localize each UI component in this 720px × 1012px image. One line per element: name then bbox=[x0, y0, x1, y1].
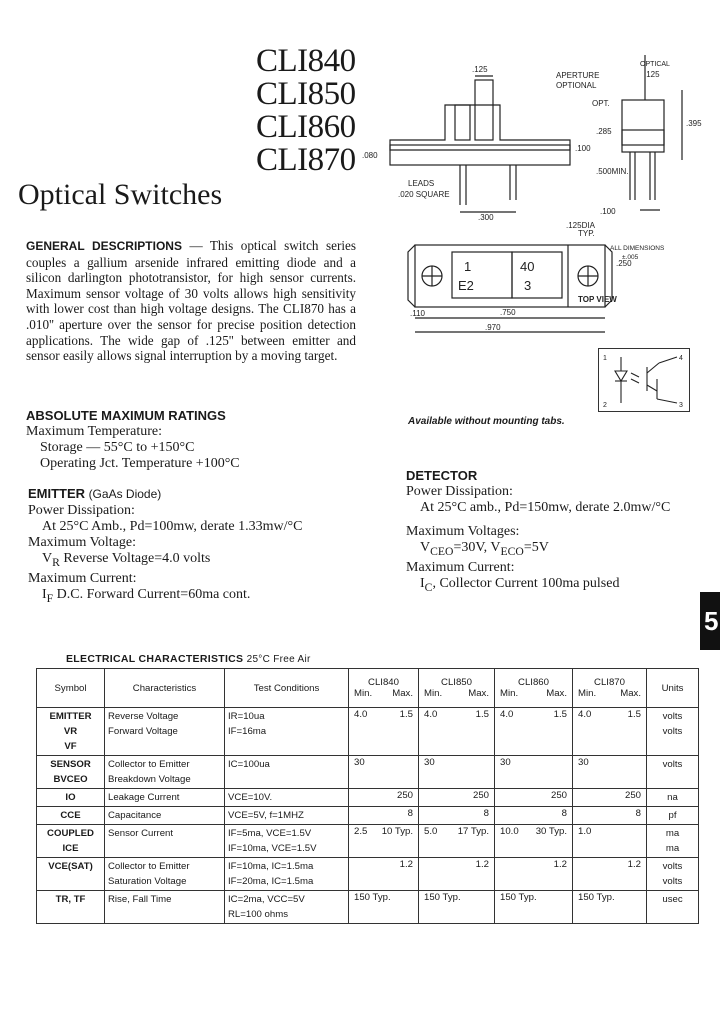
mark-e2: E2 bbox=[458, 278, 474, 293]
value-cell: 4.0 1.5 bbox=[495, 708, 573, 756]
condition-cell: IC=2ma, VCC=5V RL=100 ohms bbox=[225, 891, 349, 924]
value-cell: 150 Typ. bbox=[495, 891, 573, 924]
value-cell: 30 bbox=[495, 756, 573, 789]
leads-size: .020 SQUARE bbox=[398, 190, 450, 199]
col-cli870: CLI870 Min. Max. bbox=[573, 669, 647, 708]
optical-label: OPTICAL bbox=[640, 61, 670, 68]
condition-cell: IF=5ma, VCE=1.5V IF=10ma, VCE=1.5V bbox=[225, 825, 349, 858]
abs-max-section bbox=[26, 408, 240, 472]
mark-3: 3 bbox=[524, 278, 532, 293]
units-cell: ma ma bbox=[647, 825, 699, 858]
model-cli870: CLI870 bbox=[256, 142, 356, 178]
value-cell: 8 bbox=[573, 807, 647, 825]
emitter-current-value: $I_F$ D.C. Forward Current=60ma cont. bbox=[42, 586, 251, 605]
table-row bbox=[37, 789, 699, 807]
detector-current-value: $I_C$, Collector Current 100ma pulsed bbox=[420, 575, 620, 594]
value-cell: 5.0 17 Typ. bbox=[419, 825, 495, 858]
mounting-note: Available without mounting tabs. bbox=[408, 416, 565, 427]
model-cli840: CLI840 bbox=[256, 43, 356, 79]
condition-cell: IF=10ma, IC=1.5ma IF=20ma, IC=1.5ma bbox=[225, 858, 349, 891]
symbol-cell: EMITTER VR VF bbox=[37, 708, 105, 756]
electrical-table bbox=[36, 668, 699, 924]
detector-current-label: Maximum Current: bbox=[406, 559, 515, 575]
dim-285: .285 bbox=[596, 127, 612, 136]
table-row bbox=[37, 858, 699, 891]
value-cell: 250 bbox=[573, 789, 647, 807]
value-cell: 150 Typ. bbox=[573, 891, 647, 924]
condition-cell: VCE=10V. bbox=[225, 789, 349, 807]
pin-2: 2 bbox=[603, 402, 607, 409]
symbol-cell: SENSOR BVCEO bbox=[37, 756, 105, 789]
table-row bbox=[37, 708, 699, 756]
value-cell: 250 bbox=[495, 789, 573, 807]
units-cell: volts volts bbox=[647, 858, 699, 891]
dim-970: .970 bbox=[485, 323, 501, 332]
value-cell: 150 Typ. bbox=[349, 891, 419, 924]
general-text: — This optical switch series couples a gallium arsenide infrared emitting diode and a silicon darlington phototransistor, for high sensor currents. Maximum sensor voltage of 30 volts allows high sensitivity with lower cost than high voltage designs. The CLI870 has a .010'' aperture over the sensor for precise position detection applications. The wide gap of .125'' between emitter and sensor easily allows signal interruption by a moving target. bbox=[26, 238, 356, 364]
detector-voltage-value: $V_{CEO}=30V$, $V_{ECO}=5V$ bbox=[420, 540, 549, 558]
value-cell: 250 bbox=[419, 789, 495, 807]
characteristic-cell: Capacitance bbox=[105, 807, 225, 825]
units-cell: volts volts bbox=[647, 708, 699, 756]
detector-power-label: Power Dissipation: bbox=[406, 484, 513, 499]
value-cell: 1.2 bbox=[419, 858, 495, 891]
emitter-voltage-label: Maximum Voltage: bbox=[28, 535, 136, 550]
emitter-power-label: Power Dissipation: bbox=[28, 503, 135, 518]
electrical-title: ELECTRICAL CHARACTERISTICS 25°C Free Air bbox=[66, 653, 311, 665]
symbol-cell: TR, TF bbox=[37, 891, 105, 924]
pin-4: 4 bbox=[679, 355, 683, 362]
value-cell: 30 bbox=[419, 756, 495, 789]
characteristic-cell: Collector to Emitter Saturation Voltage bbox=[105, 858, 225, 891]
units-cell: usec bbox=[647, 891, 699, 924]
tolerance: ±.005 bbox=[622, 254, 639, 261]
value-cell: 1.2 bbox=[349, 858, 419, 891]
col-units: Units bbox=[647, 669, 699, 708]
condition-cell: IR=10ua IF=16ma bbox=[225, 708, 349, 756]
value-cell: 30 bbox=[349, 756, 419, 789]
value-cell: 4.0 1.5 bbox=[419, 708, 495, 756]
characteristic-cell: Collector to Emitter Breakdown Voltage bbox=[105, 756, 225, 789]
dim-500-min: .500MIN. bbox=[596, 167, 629, 176]
general-description bbox=[26, 238, 356, 364]
page-title: Optical Switches bbox=[18, 178, 223, 211]
symbol-cell: CCE bbox=[37, 807, 105, 825]
top-view-label: TOP VIEW bbox=[578, 295, 617, 304]
detector-voltage-label: Maximum Voltages: bbox=[406, 524, 520, 539]
condition-cell: IC=100ua bbox=[225, 756, 349, 789]
symbol-cell: VCE(SAT) bbox=[37, 858, 105, 891]
schematic-box bbox=[598, 348, 690, 412]
detector-heading: DETECTOR bbox=[406, 468, 478, 483]
dim-395: .395 bbox=[686, 119, 702, 128]
characteristic-cell: Rise, Fall Time bbox=[105, 891, 225, 924]
value-cell: 1.2 bbox=[495, 858, 573, 891]
units-cell: pf bbox=[647, 807, 699, 825]
units-cell: volts bbox=[647, 756, 699, 789]
table-row bbox=[37, 807, 699, 825]
dim-100-side: .100 bbox=[575, 144, 591, 153]
dim-080: .080 bbox=[362, 151, 378, 160]
dim-125-top: .125 bbox=[472, 65, 488, 74]
table-row bbox=[37, 825, 699, 858]
value-cell: 4.0 1.5 bbox=[349, 708, 419, 756]
section-tab: 5 bbox=[700, 592, 720, 650]
table-row bbox=[37, 756, 699, 789]
dim-250: .250 bbox=[616, 259, 632, 268]
hole-dia: .125DIA bbox=[566, 221, 595, 230]
mark-40: 40 bbox=[520, 259, 535, 274]
value-cell: 10.0 30 Typ. bbox=[495, 825, 573, 858]
col-test-conditions: Test Conditions bbox=[225, 669, 349, 708]
emitter-section bbox=[28, 486, 302, 607]
dim-100-end: .100 bbox=[600, 207, 616, 216]
emitter-power-value: At 25°C Amb., Pd=100mw, derate 1.33mw/°C bbox=[42, 519, 303, 534]
max-temp-label: Maximum Temperature: bbox=[26, 424, 163, 439]
operating-temp: Operating Jct. Temperature +100°C bbox=[40, 456, 240, 471]
table-row bbox=[37, 891, 699, 924]
optional-label: OPTIONAL bbox=[556, 81, 597, 90]
emitter-voltage-value: $V_R$ Reverse Voltage=4.0 volts bbox=[42, 551, 211, 569]
model-cli860: CLI860 bbox=[256, 109, 356, 145]
value-cell: 150 Typ. bbox=[419, 891, 495, 924]
col-characteristics: Characteristics bbox=[105, 669, 225, 708]
mark-1: 1 bbox=[464, 259, 472, 274]
value-cell: 2.5 10 Typ. bbox=[349, 825, 419, 858]
table-header-row bbox=[37, 669, 699, 708]
value-cell: 8 bbox=[495, 807, 573, 825]
general-heading: GENERAL DESCRIPTIONS bbox=[26, 239, 182, 253]
dim-750: .750 bbox=[500, 308, 516, 317]
condition-cell: VCE=5V, f=1MHZ bbox=[225, 807, 349, 825]
hole-typ: TYP. bbox=[578, 229, 595, 238]
dim-300: .300 bbox=[478, 213, 494, 222]
characteristic-cell: Leakage Current bbox=[105, 789, 225, 807]
symbol-cell: IO bbox=[37, 789, 105, 807]
detector-section bbox=[406, 468, 670, 596]
all-dimensions: ALL DIMENSIONS bbox=[610, 245, 665, 252]
leads-label: LEADS bbox=[408, 179, 435, 188]
schematic-symbol bbox=[599, 349, 689, 411]
emitter-subheading: (GaAs Diode) bbox=[88, 487, 162, 501]
abs-max-heading: ABSOLUTE MAXIMUM RATINGS bbox=[26, 408, 226, 423]
value-cell: 1.2 bbox=[573, 858, 647, 891]
emitter-current-label: Maximum Current: bbox=[28, 570, 137, 586]
pin-3: 3 bbox=[679, 402, 683, 409]
value-cell: 30 bbox=[573, 756, 647, 789]
opt-label: OPT. bbox=[592, 99, 610, 108]
value-cell: 1.0 bbox=[573, 825, 647, 858]
pin-1: 1 bbox=[603, 355, 607, 362]
characteristic-cell: Sensor Current bbox=[105, 825, 225, 858]
value-cell: 4.0 1.5 bbox=[573, 708, 647, 756]
value-cell: 250 bbox=[349, 789, 419, 807]
characteristic-cell: Reverse Voltage Forward Voltage bbox=[105, 708, 225, 756]
col-cli840: CLI840 Min. Max. bbox=[349, 669, 419, 708]
value-cell: 8 bbox=[349, 807, 419, 825]
symbol-cell: COUPLED ICE bbox=[37, 825, 105, 858]
detector-power-value: At 25°C amb., Pd=150mw, derate 2.0mw/°C bbox=[420, 500, 671, 515]
col-cli850: CLI850 Min. Max. bbox=[419, 669, 495, 708]
emitter-heading: EMITTER bbox=[28, 486, 86, 501]
units-cell: na bbox=[647, 789, 699, 807]
value-cell: 8 bbox=[419, 807, 495, 825]
aperture-label: APERTURE bbox=[556, 71, 600, 80]
mechanical-drawing bbox=[360, 40, 710, 340]
dim-125-end: .125 bbox=[644, 70, 660, 79]
model-cli850: CLI850 bbox=[256, 76, 356, 112]
storage-temp: Storage — 55°C to +150°C bbox=[40, 440, 195, 455]
col-cli860: CLI860 Min. Max. bbox=[495, 669, 573, 708]
dim-110: .110 bbox=[410, 309, 425, 318]
col-symbol: Symbol bbox=[37, 669, 105, 708]
